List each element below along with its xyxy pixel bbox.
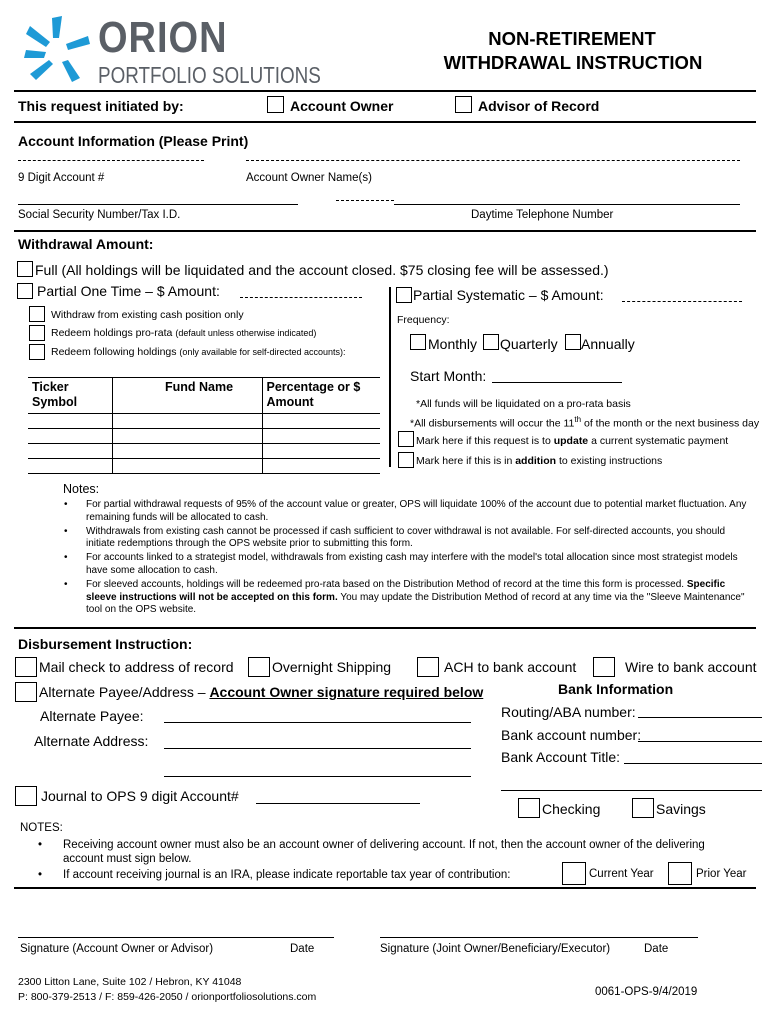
- ssn-label: Social Security Number/Tax I.D.: [18, 209, 181, 221]
- signature-line-1[interactable]: [18, 937, 334, 938]
- partial-one-time-checkbox[interactable]: [17, 283, 33, 299]
- table-row[interactable]: [28, 459, 380, 474]
- systematic-amount-field[interactable]: [622, 301, 742, 302]
- bank-account-title-field-line2[interactable]: [501, 790, 762, 791]
- form-id: 0061-OPS-9/4/2019: [595, 986, 698, 998]
- orion-star-icon: [22, 14, 92, 86]
- advisor-of-record-checkbox[interactable]: [455, 96, 472, 113]
- annually-checkbox[interactable]: [565, 334, 581, 350]
- bank-account-title-label: Bank Account Title:: [501, 749, 621, 765]
- wire-checkbox[interactable]: [593, 657, 615, 677]
- fund-name-header: Fund Name: [112, 378, 262, 414]
- initiated-by-label: This request initiated by:: [18, 98, 184, 114]
- section-rule-4: [14, 887, 756, 889]
- partial-systematic-label: Partial Systematic – $ Amount:: [413, 287, 604, 303]
- savings-label: Savings: [656, 801, 706, 817]
- quarterly-label: Quarterly: [500, 336, 558, 352]
- monthly-checkbox[interactable]: [410, 334, 426, 350]
- partial-systematic-checkbox[interactable]: [396, 287, 412, 303]
- following-holdings-checkbox[interactable]: [29, 344, 45, 360]
- pro-rata-label: Redeem holdings pro-rata (default unless otherwise indicated): [51, 327, 317, 339]
- alt-address-field-line2[interactable]: [164, 776, 471, 777]
- frequency-label: Frequency:: [397, 314, 450, 326]
- company-logo: [18, 10, 321, 90]
- alt-address-field-label: Alternate Address:: [34, 733, 149, 749]
- alternate-payee-label: Alternate Payee/Address – Account Owner signature required below: [39, 684, 484, 700]
- account-owner-label: Account Owner: [290, 98, 394, 114]
- addition-label: Mark here if this is in addition to existing instructions: [416, 455, 663, 467]
- footer-contact: P: 800-379-2513 / F: 859-426-2050 / orionportfoliosolutions.com: [18, 991, 317, 1003]
- mail-check-label: Mail check to address of record: [39, 659, 234, 675]
- signature2-label: Signature (Joint Owner/Beneficiary/Executor): [380, 943, 611, 955]
- account-number-field[interactable]: [18, 160, 204, 161]
- table-row[interactable]: [28, 429, 380, 444]
- current-year-checkbox[interactable]: [562, 862, 586, 885]
- section-rule-1: [14, 121, 756, 123]
- monthly-label: Monthly: [428, 336, 478, 352]
- alternate-payee-checkbox[interactable]: [15, 682, 37, 702]
- wire-label: Wire to bank account: [625, 659, 757, 675]
- addition-checkbox[interactable]: [398, 452, 414, 468]
- withdrawal-heading: Withdrawal Amount:: [18, 236, 154, 252]
- ach-label: ACH to bank account: [444, 659, 577, 675]
- account-owner-checkbox[interactable]: [267, 96, 284, 113]
- notes-list: [64, 499, 754, 618]
- prior-year-checkbox[interactable]: [668, 862, 692, 885]
- following-holdings-label: Redeem following holdings (only available for self-directed accounts):: [51, 346, 346, 358]
- prior-year-label: Prior Year: [696, 868, 747, 880]
- disbursement-date-note: *All disbursements will occur the 11th of the month or the next business day: [410, 415, 760, 430]
- table-row[interactable]: [28, 444, 380, 459]
- bank-account-number-field[interactable]: [638, 741, 762, 742]
- bank-account-title-field[interactable]: [624, 763, 762, 764]
- signature1-label: Signature (Account Owner or Advisor): [20, 943, 214, 955]
- ssn-dash-mark: [336, 200, 394, 201]
- mail-check-checkbox[interactable]: [15, 657, 37, 677]
- prorata-note: *All funds will be liquidated on a pro-rata basis: [416, 398, 631, 410]
- journal-checkbox[interactable]: [15, 786, 37, 806]
- withdrawal-column-divider: [389, 287, 391, 467]
- logo-word-portfolio-solutions: PORTFOLIO SOLUTIONS: [98, 62, 321, 88]
- partial-one-time-label: Partial One Time – $ Amount:: [37, 283, 220, 299]
- checking-checkbox[interactable]: [518, 798, 540, 818]
- update-systematic-label: Mark here if this request is to update a current systematic payment: [416, 435, 729, 447]
- checking-label: Checking: [542, 801, 601, 817]
- bank-account-number-label: Bank account number:: [501, 727, 642, 743]
- list-item: • Receiving account owner must also be an account owner of delivering account. If not, then the account owner of the delivering account must sign below.: [38, 838, 718, 866]
- annually-label: Annually: [581, 336, 635, 352]
- notes2-heading: NOTES:: [20, 822, 63, 834]
- advisor-of-record-label: Advisor of Record: [478, 98, 600, 114]
- partial-one-time-amount-field[interactable]: [240, 297, 362, 298]
- cash-position-checkbox[interactable]: [29, 306, 45, 322]
- cash-position-label: Withdraw from existing cash position only: [51, 309, 244, 321]
- account-info-heading: Account Information (Please Print): [18, 133, 249, 149]
- journal-account-field[interactable]: [256, 803, 420, 804]
- ticker-header: Ticker Symbol: [28, 378, 112, 414]
- date1-label: Date: [290, 943, 315, 955]
- full-withdrawal-checkbox[interactable]: [17, 261, 33, 277]
- overnight-checkbox[interactable]: [248, 657, 270, 677]
- savings-checkbox[interactable]: [632, 798, 654, 818]
- logo-word-orion: ORION: [98, 14, 228, 63]
- owner-name-field[interactable]: [246, 160, 740, 161]
- header-rule: [14, 90, 756, 92]
- footer-address: 2300 Litton Lane, Suite 102 / Hebron, KY 41048: [18, 976, 242, 988]
- date2-label: Date: [644, 943, 669, 955]
- form-title-line2: WITHDRAWAL INSTRUCTION: [443, 52, 703, 73]
- list-item: • For partial withdrawal requests of 95% of the account value or greater, OPS will liquidate 100% of the account due to potential market fluctuation. Any remaining funds will be allocated to cash.: [64, 499, 754, 524]
- list-item: • Withdrawals from existing cash cannot be processed if cash sufficient to cover withdrawal is not available. For self-directed accounts, you should initiate redemptions through the OPS website prior to submitting this form.: [64, 526, 754, 551]
- owner-name-label: Account Owner Name(s): [246, 172, 372, 184]
- routing-field[interactable]: [638, 717, 762, 718]
- table-row[interactable]: [28, 414, 380, 429]
- journal-label: Journal to OPS 9 digit Account#: [41, 788, 239, 804]
- list-item: • For sleeved accounts, holdings will be redeemed pro-rata based on the Distribution Method of record at the time this form is processed. Specific sleeve instructions will not be accepted on this form. You may update the Distribution Method of record at any time via the "Sleeve Maintenance" tool on the OPS website.: [64, 579, 754, 617]
- form-title-line1: NON-RETIREMENT: [488, 28, 656, 49]
- update-systematic-checkbox[interactable]: [398, 431, 414, 447]
- pro-rata-checkbox[interactable]: [29, 325, 45, 341]
- start-month-label: Start Month:: [410, 368, 487, 384]
- alt-payee-field[interactable]: [164, 722, 471, 723]
- bank-info-heading: Bank Information: [558, 681, 674, 697]
- disbursement-heading: Disbursement Instruction:: [18, 636, 193, 652]
- ssn-field[interactable]: [18, 204, 298, 205]
- quarterly-checkbox[interactable]: [483, 334, 499, 350]
- start-month-field[interactable]: [492, 382, 622, 383]
- section-rule-3: [14, 627, 756, 629]
- amount-header: Percentage or $ Amount: [262, 378, 380, 414]
- phone-label: Daytime Telephone Number: [471, 209, 614, 221]
- overnight-label: Overnight Shipping: [272, 659, 392, 675]
- section-rule-2: [14, 230, 756, 232]
- routing-label: Routing/ABA number:: [501, 704, 636, 720]
- ach-checkbox[interactable]: [417, 657, 439, 677]
- holdings-table: [28, 377, 380, 474]
- list-item: • For accounts linked to a strategist model, withdrawals from existing cash may interfere with the model's total allocation since most strategist models have some allocation to cash.: [64, 552, 754, 577]
- account-number-label: 9 Digit Account #: [18, 172, 105, 184]
- list-item: • If account receiving journal is an IRA, please indicate reportable tax year of contribution:: [38, 868, 758, 882]
- alt-payee-field-label: Alternate Payee:: [40, 708, 144, 724]
- alt-address-field[interactable]: [164, 748, 471, 749]
- notes-heading: Notes:: [63, 482, 100, 496]
- phone-field[interactable]: [394, 204, 740, 205]
- signature-line-2[interactable]: [380, 937, 698, 938]
- current-year-label: Current Year: [589, 868, 654, 880]
- full-withdrawal-label: Full (All holdings will be liquidated and the account closed. $75 closing fee will be assessed.): [35, 262, 609, 278]
